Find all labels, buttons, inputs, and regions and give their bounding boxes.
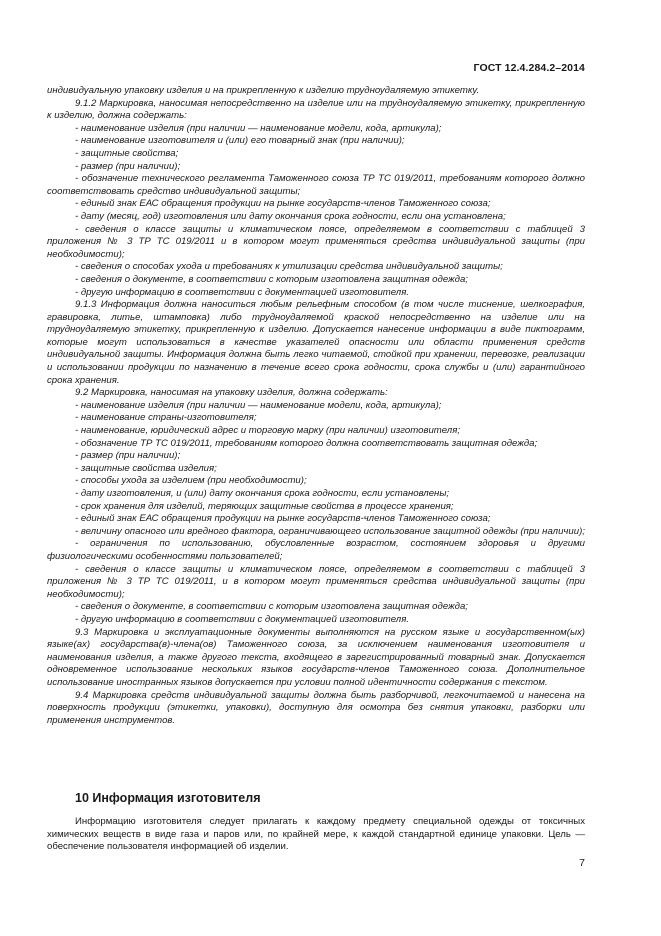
list-item: - наименование, юридический адрес и торговую марку (при наличии) изготовителя; (75, 425, 461, 437)
page-number: 7 (579, 857, 585, 869)
list-item: - наименование изделия (при наличии — наименование модели, кода, артикула); (75, 122, 442, 134)
paragraph: 9.1.2 Маркировка, наносимая непосредственно на изделие или на трудноудаляемую этикетку, прикрепленную к изделию, должна содержать: (47, 97, 585, 122)
list-item: - величину опасного или вредного фактора, ограничивающего использование защитной одежды (при наличии); (75, 525, 585, 537)
list-item: - обозначение ТР ТС 019/2011, требованиям которого должна соответствовать защитная одежда; (75, 437, 538, 449)
list-item: - обозначение технического регламента Таможенного союза ТР ТС 019/2011, требованиям которого должно соответствовать средство индивидуальной защиты; (47, 173, 585, 197)
paragraph: 9.1.3 Информация должна наноситься любым рельефным способом (в том числе тиснение, шелкография, гравировка, литье, штамповка) либо трудноудаляемой краской непосредственно на изделие или на трудноудаляемую этикетку, прикрепленную к изделию. Допускается нанесение информации в виде пиктограмм, которые могут использоваться в качестве указателей опасности или области применения средств индивидуальной защиты. Информация должна быть легко читаемой, стойкой при хранении, перевозке, реализации и использовании продукции по назначению в течение всего срока годности, срока службы и (или) гарантийного срока хранения. (47, 299, 585, 386)
list-item: - дату изготовления, и (или) дату окончания срока годности, если установлены; (75, 488, 450, 499)
list-item: - сведения о документе, в соответствии с которым изготовлена защитная одежда; (75, 601, 468, 613)
document-standard-number: ГОСТ 12.4.284.2–2014 (473, 62, 585, 74)
paragraph: 9.2 Маркировка, наносимая на упаковку изделия, должна содержать: (75, 387, 388, 399)
list-item: - срок хранения для изделий, теряющих защитные свойства в процессе хранения; (75, 500, 454, 512)
list-item: - способы ухода за изделием (при необходимости); (75, 475, 307, 487)
list-item: - сведения о классе защиты и климатическом поясе, определяемом в соответствии с таблицей 3 приложения № 3 ТР ТС 019/2011 и в котором могут применяться средства индивидуальной защиты (при необходимости); (47, 223, 585, 260)
list-item: - размер (при наличии); (75, 160, 181, 172)
list-item: - наименование страны-изготовителя; (75, 412, 257, 424)
list-item: - наименование изделия (при наличии — наименование модели, кода, артикула); (75, 399, 442, 411)
list-item: - другую информацию в соответствии с документацией изготовителя. (75, 286, 409, 298)
list-item: - единый знак ЕАС обращения продукции на рынке государств-членов Таможенного союза; (75, 198, 491, 210)
paragraph: 9.3 Маркировка и эксплуатационные документы выполняются на русском языке и государственном(ых) языке(ах) государства(в)-члена(ов) Таможенного союза, за исключением наименования изготовителя и наименования изделия, а также другого текста, входящего в зарегистрированный товарный знак. Допускается одновременное использование нескольких языков государств-членов Таможенного союза. Дополнительное использование иностранных языков допускается при условии полной идентичности содержания с текстом. (47, 626, 585, 688)
paragraph: 9.4 Маркировка средств индивидуальной защиты должна быть разборчивой, легкочитаемой и нанесена на поверхность продукции (этикетки, упаковки), доступную для осмотра без снятия упаковки, разборки или применения инструментов. (47, 689, 585, 726)
list-item: - наименование изготовителя и (или) его товарный знак (при наличии); (75, 135, 405, 147)
paragraph: индивидуальную упаковку изделия и на прикрепленную к изделию трудноудаляемую этикетку. (47, 85, 480, 96)
section-heading: 10 Информация изготовителя (75, 791, 261, 805)
list-item: - сведения о документе, в соответствии с которым изготовлена защитная одежда; (75, 273, 468, 285)
list-item: - дату (месяц, год) изготовления или дату окончания срока годности, если она установлена; (75, 210, 506, 222)
list-item: - сведения о способах ухода и требованиях к утилизации средства индивидуальной защиты; (75, 261, 503, 273)
list-item: - защитные свойства изделия; (75, 462, 217, 474)
list-item: - единый знак ЕАС обращения продукции на рынке государств-членов Таможенного союза; (75, 513, 491, 525)
list-item: - ограничения по использованию, обусловленные возрастом, состоянием здоровья и другими физиологическими особенностями пользователей; (47, 538, 585, 562)
list-item: - размер (при наличии); (75, 450, 181, 462)
list-item: - другую информацию в соответствии с документацией изготовителя. (75, 613, 409, 625)
list-item: - защитные свойства; (75, 147, 179, 159)
list-item: - сведения о классе защиты и климатическом поясе, определяемом в соответствии с таблицей 3 приложения № 3 ТР ТС 019/2011, и в котором могут применяться средства индивидуальной защиты (при необходимости); (47, 563, 585, 600)
clause-9-text (47, 85, 585, 727)
section-body-text: Информацию изготовителя следует прилагать к каждому предмету специальной одежды от токсичных химических веществ в виде газа и паров или, по крайней мере, к каждой стандартной единице упаковки. Цель — обеспечение пользователя информацией об изделии. (47, 816, 585, 853)
